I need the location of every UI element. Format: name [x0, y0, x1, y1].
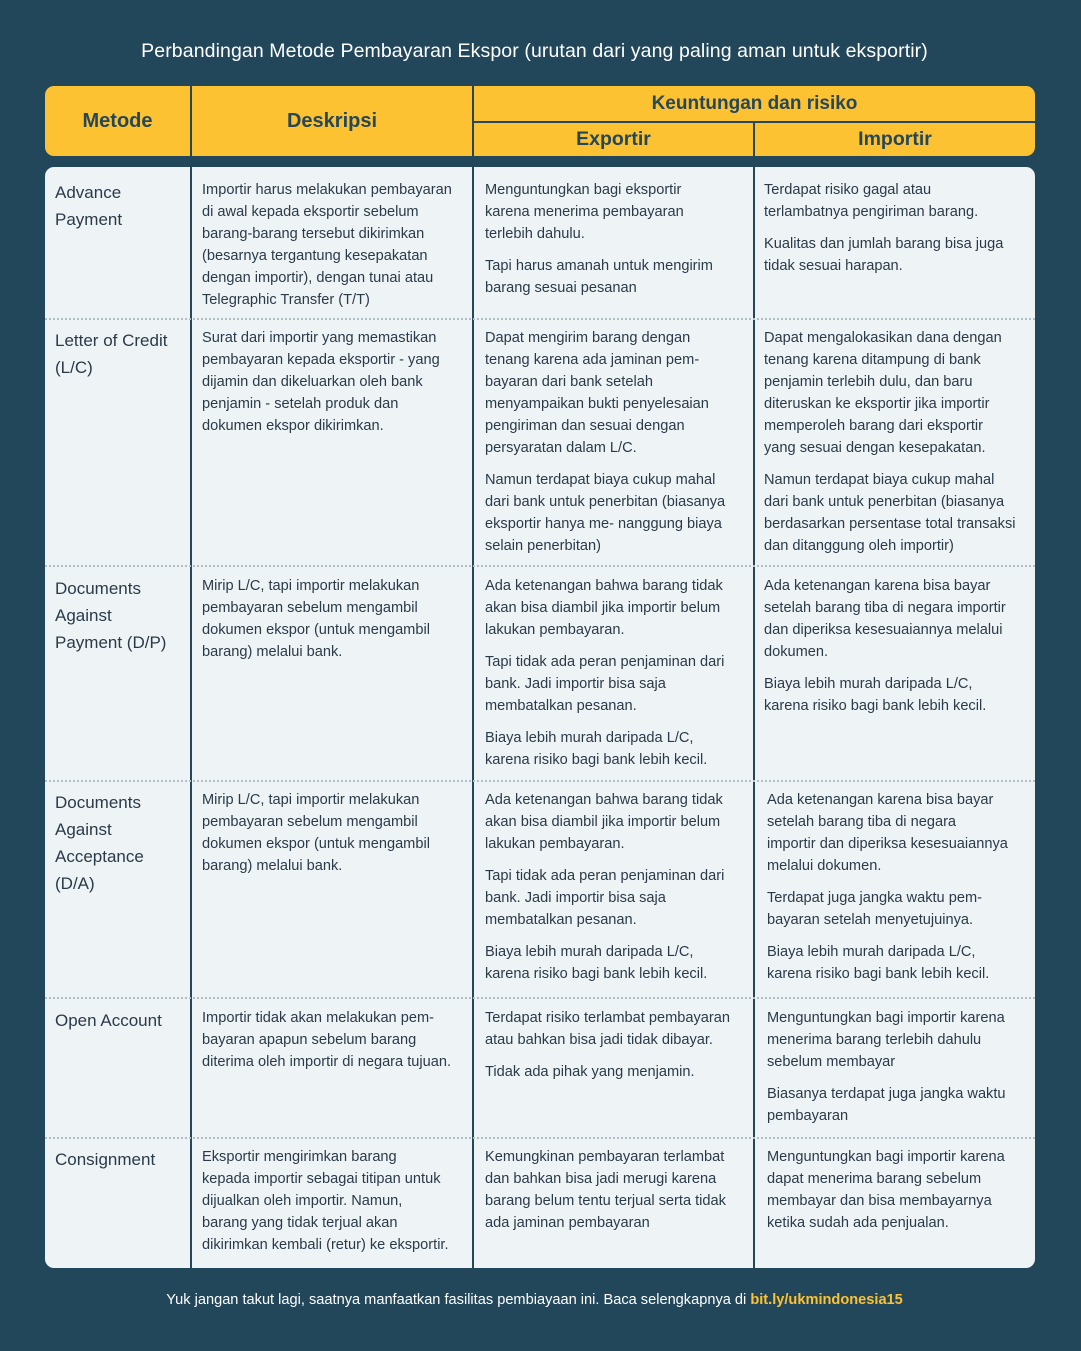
footer: [0, 1292, 1069, 1308]
text-line: Ada ketenangan bahwa barang tidak: [485, 578, 723, 594]
text-line: barang) melalui bank.: [202, 644, 343, 660]
cell-importir: [764, 179, 1030, 287]
cell-importir: [764, 327, 1030, 567]
text-line: bank. Jadi importir bisa saja: [485, 676, 666, 692]
text-line: dijamin dan dikeluarkan oleh bank: [202, 374, 423, 390]
text-line: lakukan pembayaran.: [485, 836, 625, 852]
cell-metode: [55, 575, 185, 656]
text-line: Terdapat risiko terlambat pembayaran: [485, 1010, 730, 1026]
text-line: dokumen ekspor (untuk mengambil: [202, 836, 430, 852]
text-line: pengiriman dan sesuai dengan: [485, 418, 685, 434]
metode-line: Letter of Credit: [55, 331, 168, 350]
text-line: Biasanya terdapat juga jangka waktu: [767, 1086, 1006, 1102]
text-line: dan diperiksa kesesuaiannya melalui: [764, 622, 1003, 638]
text-line: dan bahkan bisa jadi merugi karena: [485, 1171, 717, 1187]
text-line: terlebih dahulu.: [485, 226, 585, 242]
text-line: Kualitas dan jumlah barang bisa juga: [764, 236, 1004, 252]
exportir-paragraph: [485, 789, 747, 855]
text-line: membayar dan bisa membayarnya: [767, 1193, 992, 1209]
metode-line: Documents: [55, 579, 141, 598]
text-line: dokumen ekspor dikirimkan.: [202, 418, 384, 434]
exportir-paragraph: [485, 651, 747, 717]
text-line: yang sesuai dengan kesepakatan.: [764, 440, 986, 456]
deskripsi-text: [202, 1007, 470, 1073]
text-line: (besarnya tergantung kesepakatan: [202, 248, 428, 264]
text-line: karena risiko bagi bank lebih kecil.: [767, 966, 990, 982]
text-line: membatalkan pesanan.: [485, 912, 637, 928]
text-line: Telegraphic Transfer (T/T): [202, 292, 370, 308]
importir-paragraph: [767, 1146, 1033, 1234]
text-line: Biaya lebih murah daripada L/C,: [485, 944, 694, 960]
importir-paragraph: [767, 941, 1033, 985]
row-divider: [45, 318, 1035, 320]
deskripsi-text: [202, 575, 470, 663]
deskripsi-text: [202, 1146, 470, 1256]
cell-exportir: [485, 789, 747, 995]
text-line: bank. Jadi importir bisa saja: [485, 890, 666, 906]
text-line: membatalkan pesanan.: [485, 698, 637, 714]
importir-paragraph: [767, 1007, 1033, 1073]
text-line: akan bisa diambil jika importir belum: [485, 600, 721, 616]
column-divider: [753, 167, 755, 1268]
footer-link[interactable]: bit.ly/ukmindonesia15: [750, 1292, 903, 1308]
exportir-paragraph: [485, 327, 747, 459]
text-line: Ada ketenangan karena bisa bayar: [767, 792, 994, 808]
text-line: Biaya lebih murah daripada L/C,: [767, 944, 976, 960]
column-divider: [190, 167, 192, 1268]
text-line: bayaran dari bank setelah: [485, 374, 653, 390]
text-line: Namun terdapat biaya cukup mahal: [764, 472, 995, 488]
cell-importir: [764, 575, 1030, 727]
text-line: pembayaran kepada eksportir - yang: [202, 352, 440, 368]
row-divider: [45, 1137, 1035, 1139]
metode-line: Against: [55, 606, 112, 625]
text-line: kepada importir sebagai titipan untuk: [202, 1171, 441, 1187]
text-line: menyampaikan bukti penyelesaian: [485, 396, 709, 412]
importir-paragraph: [767, 887, 1033, 931]
text-line: Namun terdapat biaya cukup mahal: [485, 472, 716, 488]
metode-line: (L/C): [55, 358, 93, 377]
metode-line: Payment (D/P): [55, 633, 167, 652]
metode-line: Consignment: [55, 1150, 156, 1169]
importir-paragraph: [764, 179, 1030, 223]
text-line: Kemungkinan pembayaran terlambat: [485, 1149, 725, 1165]
text-line: setelah barang tiba di negara: [767, 814, 957, 830]
text-line: tidak sesuai harapan.: [764, 258, 903, 274]
importir-paragraph: [767, 789, 1033, 877]
header-divider: [753, 123, 755, 156]
text-line: dapat menerima barang sebelum: [767, 1171, 982, 1187]
text-line: barang belum tentu terjual serta tidak: [485, 1193, 726, 1209]
page-title: Perbandingan Metode Pembayaran Ekspor (urutan dari yang paling aman untuk eksportir): [141, 40, 928, 62]
row-divider: [45, 997, 1035, 999]
importir-paragraph: [764, 575, 1030, 663]
text-line: Mirip L/C, tapi importir melakukan: [202, 792, 420, 808]
text-line: melalui dokumen.: [767, 858, 882, 874]
exportir-paragraph: [485, 727, 747, 771]
text-line: eksportir hanya me- nanggung biaya: [485, 516, 722, 532]
text-line: Menguntungkan bagi importir karena: [767, 1010, 1005, 1026]
cell-exportir: [485, 1007, 747, 1093]
importir-paragraph: [764, 673, 1030, 717]
header-exportir: Exportir: [576, 128, 651, 150]
exportir-paragraph: [485, 1061, 747, 1083]
exportir-paragraph: [485, 179, 747, 245]
text-line: karena risiko bagi bank lebih kecil.: [485, 752, 708, 768]
text-line: barang sesuai pesanan: [485, 280, 637, 296]
text-line: tenang karena ditampung di bank: [764, 352, 981, 368]
text-line: dari bank untuk penerbitan (biasanya: [485, 494, 726, 510]
text-line: pembayaran sebelum mengambil: [202, 814, 418, 830]
text-line: karena menerima pembayaran: [485, 204, 684, 220]
cell-exportir: [485, 179, 747, 309]
cell-deskripsi: [202, 179, 470, 321]
text-line: di awal kepada eksportir sebelum: [202, 204, 419, 220]
text-line: terlambatnya pengiriman barang.: [764, 204, 979, 220]
column-divider: [472, 167, 474, 1268]
table-header: [45, 86, 1035, 156]
text-line: Biaya lebih murah daripada L/C,: [764, 676, 973, 692]
cell-deskripsi: [202, 789, 470, 887]
exportir-paragraph: [485, 941, 747, 985]
text-line: Terdapat juga jangka waktu pem-: [767, 890, 982, 906]
text-line: Surat dari importir yang memastikan: [202, 330, 437, 346]
text-line: Dapat mengalokasikan dana dengan: [764, 330, 1002, 346]
cell-metode: [55, 789, 185, 897]
text-line: tenang karena ada jaminan pem-: [485, 352, 700, 368]
text-line: Dapat mengirim barang dengan: [485, 330, 691, 346]
importir-paragraph: [764, 327, 1030, 459]
text-line: dengan importir), dengan tunai atau: [202, 270, 434, 286]
importir-paragraph: [764, 233, 1030, 277]
deskripsi-text: [202, 179, 470, 311]
cell-exportir: [485, 575, 747, 781]
text-line: karena risiko bagi bank lebih kecil.: [485, 966, 708, 982]
text-line: Terdapat risiko gagal atau: [764, 182, 932, 198]
exportir-paragraph: [485, 469, 747, 557]
metode-line: Against: [55, 820, 112, 839]
exportir-paragraph: [485, 865, 747, 931]
text-line: dan ditanggung oleh importir): [764, 538, 954, 554]
text-line: akan bisa diambil jika importir belum: [485, 814, 721, 830]
text-line: Menguntungkan bagi eksportir: [485, 182, 682, 198]
deskripsi-text: [202, 789, 470, 877]
text-line: persyaratan dalam L/C.: [485, 440, 637, 456]
text-line: dijualkan oleh importir. Namun,: [202, 1193, 403, 1209]
text-line: barang-barang tersebut dikirimkan: [202, 226, 425, 242]
footer-text: Yuk jangan takut lagi, saatnya manfaatkan fasilitas pembiayaan ini. Baca selengkapnya di: [166, 1292, 751, 1308]
text-line: Ada ketenangan bahwa barang tidak: [485, 792, 723, 808]
text-line: importir dan diperiksa kesesuaiannya: [767, 836, 1008, 852]
exportir-paragraph: [485, 1007, 747, 1051]
text-line: pembayaran: [767, 1108, 849, 1124]
header-keuntungan: Keuntungan dan risiko: [651, 92, 858, 114]
metode-line: (D/A): [55, 874, 95, 893]
text-line: ketika sudah ada penjualan.: [767, 1215, 949, 1231]
text-line: Tapi tidak ada peran penjaminan dari: [485, 654, 725, 670]
header-metode: Metode: [82, 109, 153, 132]
text-line: atau bahkan bisa jadi tidak dibayar.: [485, 1032, 713, 1048]
metode-line: Documents: [55, 793, 141, 812]
header-divider: [190, 86, 192, 156]
text-line: dokumen ekspor (untuk mengambil: [202, 622, 430, 638]
cell-exportir: [485, 1146, 747, 1244]
text-line: berdasarkan persentase total transaksi: [764, 516, 1016, 532]
metode-line: Acceptance: [55, 847, 144, 866]
deskripsi-text: [202, 327, 470, 437]
text-line: sebelum membayar: [767, 1054, 896, 1070]
text-line: dari bank untuk penerbitan (biasanya: [764, 494, 1005, 510]
text-line: dokumen.: [764, 644, 829, 660]
table-body: [45, 167, 1035, 1268]
text-line: Ada ketenangan karena bisa bayar: [764, 578, 991, 594]
text-line: ada jaminan pembayaran: [485, 1215, 650, 1231]
metode-line: Payment: [55, 210, 123, 229]
text-line: Tapi harus amanah untuk mengirim: [485, 258, 713, 274]
text-line: selain penerbitan): [485, 538, 602, 554]
text-line: Menguntungkan bagi importir karena: [767, 1149, 1005, 1165]
text-line: penjamin - setelah produk dan: [202, 396, 399, 412]
text-line: barang yang tidak terjual akan: [202, 1215, 398, 1231]
text-line: dikirimkan kembali (retur) ke eksportir.: [202, 1237, 449, 1253]
exportir-paragraph: [485, 575, 747, 641]
cell-metode: [55, 179, 185, 233]
text-line: barang) melalui bank.: [202, 858, 343, 874]
cell-deskripsi: [202, 327, 470, 447]
text-line: pembayaran sebelum mengambil: [202, 600, 418, 616]
text-line: bayaran setelah menyetujuinya.: [767, 912, 974, 928]
cell-metode: [55, 1007, 185, 1034]
importir-paragraph: [764, 469, 1030, 557]
cell-deskripsi: [202, 1146, 470, 1266]
cell-deskripsi: [202, 575, 470, 673]
text-line: Eksportir mengirimkan barang: [202, 1149, 397, 1165]
metode-line: Open Account: [55, 1011, 162, 1030]
text-line: Biaya lebih murah daripada L/C,: [485, 730, 694, 746]
cell-metode: [55, 327, 185, 381]
exportir-paragraph: [485, 1146, 747, 1234]
text-line: diterima oleh importir di negara tujuan.: [202, 1054, 452, 1070]
text-line: Tidak ada pihak yang menjamin.: [485, 1064, 695, 1080]
cell-importir: [767, 1146, 1033, 1244]
text-line: lakukan pembayaran.: [485, 622, 625, 638]
text-line: Importir harus melakukan pembayaran: [202, 182, 452, 198]
text-line: penjamin terlebih dulu, dan baru: [764, 374, 973, 390]
header-deskripsi: Deskripsi: [286, 109, 378, 132]
text-line: bayaran apapun sebelum barang: [202, 1032, 417, 1048]
text-line: karena risiko bagi bank lebih kecil.: [764, 698, 987, 714]
importir-paragraph: [767, 1083, 1033, 1127]
cell-metode: [55, 1146, 185, 1173]
text-line: Tapi tidak ada peran penjaminan dari: [485, 868, 725, 884]
text-line: menerima barang terlebih dahulu: [767, 1032, 982, 1048]
exportir-paragraph: [485, 255, 747, 299]
text-line: Mirip L/C, tapi importir melakukan: [202, 578, 420, 594]
header-importir: Importir: [858, 128, 932, 150]
text-line: memperoleh barang dari eksportir: [764, 418, 984, 434]
cell-importir: [767, 1007, 1033, 1137]
text-line: Importir tidak akan melakukan pem-: [202, 1010, 434, 1026]
text-line: diteruskan ke eksportir jika importir: [764, 396, 990, 412]
cell-importir: [767, 789, 1033, 995]
text-line: setelah barang tiba di negara importir: [764, 600, 1006, 616]
cell-exportir: [485, 327, 747, 567]
metode-line: Advance: [55, 183, 122, 202]
cell-deskripsi: [202, 1007, 470, 1083]
